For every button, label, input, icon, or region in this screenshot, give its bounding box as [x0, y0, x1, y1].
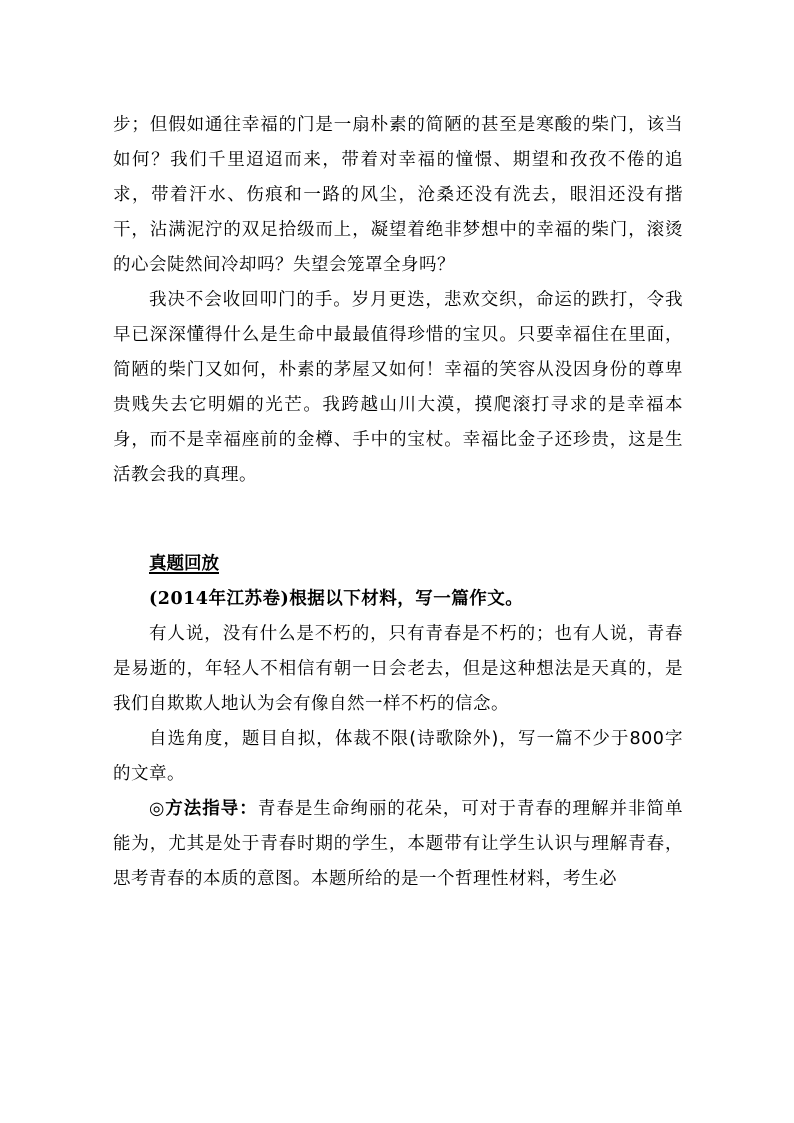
- prompt-line: [113, 582, 683, 617]
- exam-source-label: (2014年江苏卷): [149, 589, 290, 609]
- document-page: [113, 108, 683, 897]
- guide-text: 青春是生命绚丽的花朵，可对于青春的理解并非简单能为，尤其是处于青春时期的学生，本题带有让学生认识与理解青春，思考青春的本质的意图。本题所给的是一个哲理性材料，考生必: [113, 799, 683, 889]
- body-paragraph-1: 步；但假如通往幸福的门是一扇朴素的简陋的甚至是寒酸的柴门，该当如何？我们千里迢迢而来，带着对幸福的憧憬、期望和孜孜不倦的追求，带着汗水、伤痕和一路的风尘，沧桑还没有洗去，眼泪还没有揩干，沾满泥泞的双足拾级而上，凝望着绝非梦想中的幸福的柴门，滚烫的心会陡然间冷却吗？失望会笼罩全身吗？: [113, 115, 683, 275]
- guide-label: ◎方法指导：: [149, 799, 258, 819]
- section-heading-text: 真题回放: [149, 554, 219, 574]
- material-paragraph: 有人说，没有什么是不朽的，只有青春是不朽的；也有人说，青春是易逝的，年轻人不相信有朝一日会老去，但是这种想法是天真的，是我们自欺欺人地认为会有像自然一样不朽的信念。: [113, 624, 683, 714]
- prompt-instruction: 根据以下材料，写一篇作文。: [289, 589, 524, 609]
- guide-paragraph: [113, 792, 683, 897]
- body-paragraph-2: 我决不会收回叩门的手。岁月更迭，悲欢交织，命运的跌打，令我早已深深懂得什么是生命中最最值得珍惜的宝贝。只要幸福住在里面，简陋的柴门又如何，朴素的茅屋又如何！幸福的笑容从没因身份的尊卑贵贱失去它明媚的光芒。我跨越山川大漠，摸爬滚打寻求的是幸福本身，而不是幸福座前的金樽、手中的宝杖。幸福比金子还珍贵，这是生活教会我的真理。: [113, 290, 683, 485]
- section-heading: [113, 547, 683, 582]
- requirement-paragraph: 自选角度，题目自拟，体裁不限(诗歌除外)，写一篇不少于800字的文章。: [113, 729, 683, 784]
